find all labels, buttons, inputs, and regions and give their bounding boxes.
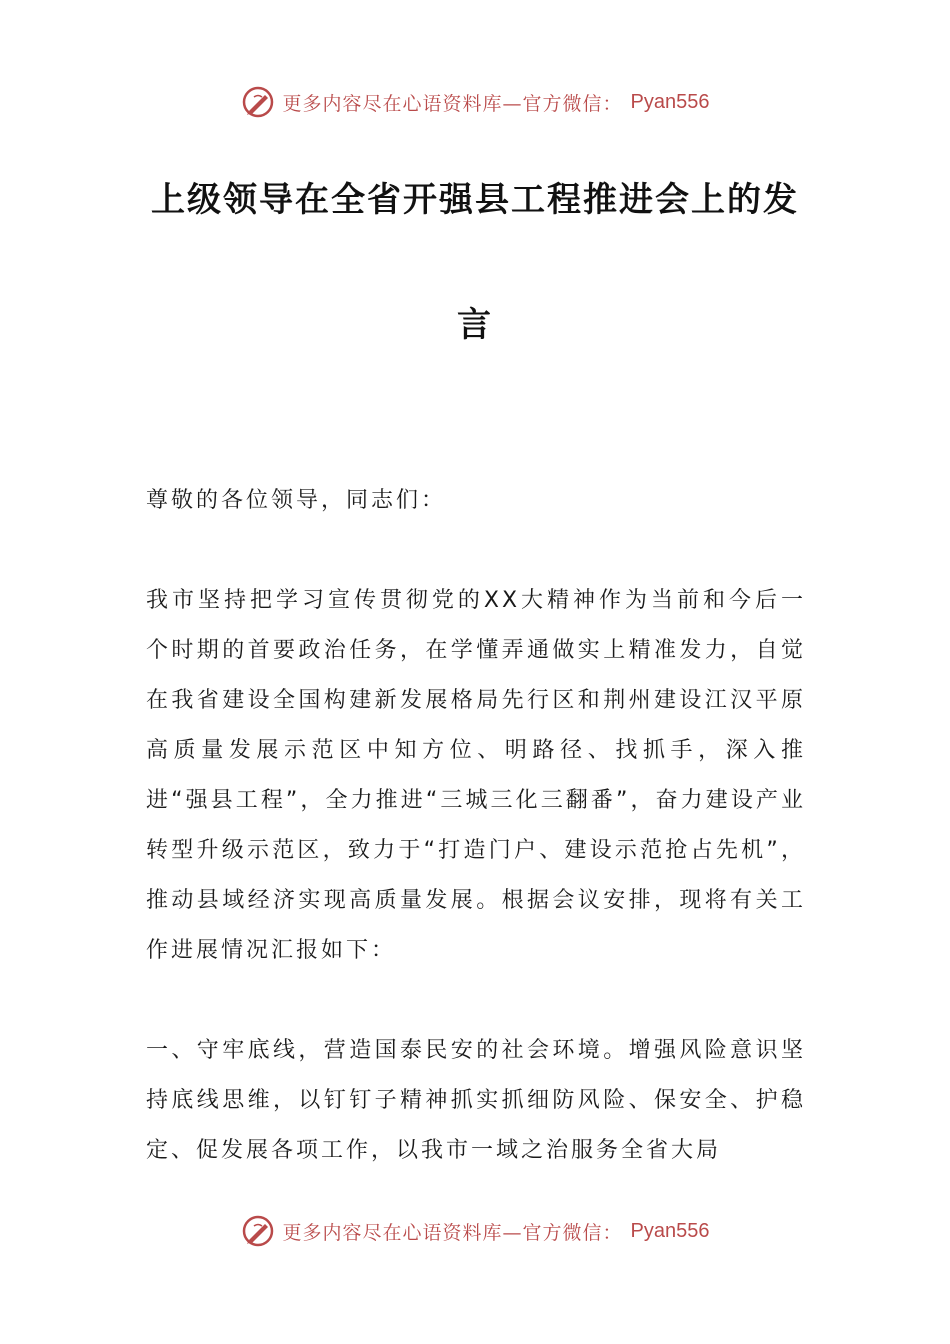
watermark-text: 更多内容尽在心语资料库—官方微信：: [282, 92, 623, 115]
header-watermark: [0, 80, 950, 124]
watermark-wechat-id: Pyan556: [630, 1219, 710, 1242]
section-one-paragraph: 一、守牢底线，营造国泰民安的社会环境。增强风险意识坚持底线思维，以钉钉子精神抓实抓细防风险、保安全、护稳定、促发展各项工作，以我市一域之治服务全省大局: [146, 1038, 806, 1163]
footer-watermark: [0, 1209, 950, 1253]
intro-paragraph: 我市坚持把学习宣传贯彻党的XX大精神作为当前和今后一个时期的首要政治任务，在学懂弄通做实上精准发力，自觉在我省建设全国构建新发展格局先行区和荆州建设江汉平原高质量发展示范区中知方位、明路径、找抓手，深入推进“强县工程”，全力推进“三城三化三翻番”，奋力建设产业转型升级示范区，致力于“打造门户、建设示范抢占先机”，推动县域经济实现高质量发展。根据会议安排，现将有关工作进展情况汇报如下：: [146, 588, 806, 963]
watermark-text: 更多内容尽在心语资料库—官方微信：: [282, 1221, 623, 1244]
pen-logo-icon: [241, 85, 275, 119]
document-title-line-2: 言: [457, 305, 493, 345]
watermark-wechat-id: Pyan556: [630, 90, 710, 113]
pen-logo-icon: [241, 1214, 275, 1248]
greeting-paragraph: 尊敬的各位领导，同志们：: [146, 488, 447, 513]
document-title-line-1: 上级领导在全省开强县工程推进会上的发: [151, 180, 799, 220]
document-body: [146, 476, 806, 1176]
